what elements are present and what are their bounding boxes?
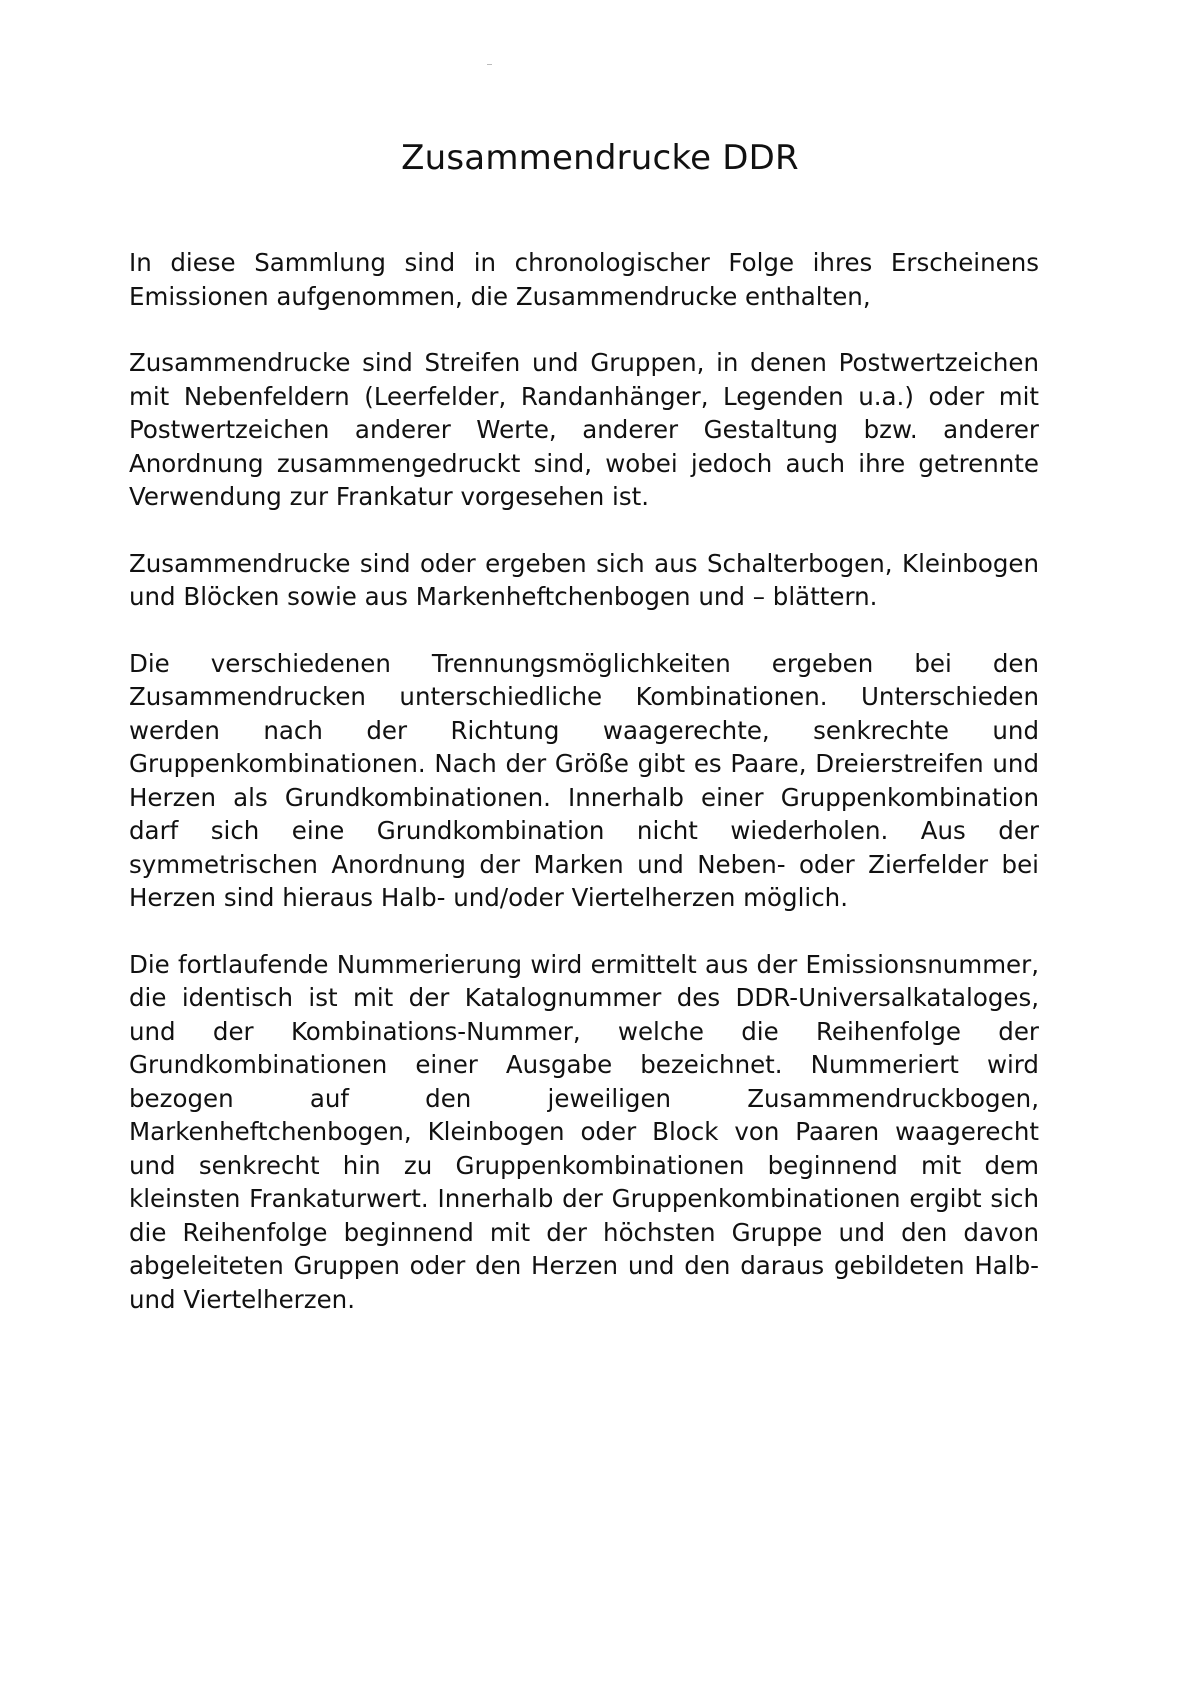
paragraph-definition: Zusammendrucke sind Streifen und Gruppen, in denen Postwertzeichen mit Nebenfeldern (Leerfelder, Randanhänger, Legenden u.a.) oder mit Postwertzeichen anderer Werte, anderer Gestaltung bzw. anderer Anordnung zusammengedruckt sind, wobei jedoch auch ihre getrennte Verwendung zur Frankatur vorgesehen ist. [129, 348, 1039, 511]
paragraph-intro: In diese Sammlung sind in chronologischer Folge ihres Erscheinens Emissionen aufgenommen, die Zusammendrucke enthalten, [129, 248, 1039, 311]
page-title: Zusammendrucke DDR [401, 138, 799, 178]
paragraph-combinations: Die verschiedenen Trennungsmöglichkeiten ergeben bei den Zusammendrucken unterschiedliche Kombinationen. Unterschieden werden nach der Richtung waagerechte, senkrechte und Gruppenkombinationen. Nach der Größe gibt es Paare, Dreierstreifen und Herzen als Grundkombinationen. Innerhalb einer Gruppenkombination darf sich eine Grundkombination nicht wiederholen. Aus der symmetrischen Anordnung der Marken und Neben- oder Zierfelder bei Herzen sind hieraus Halb- und/oder Viertelherzen möglich. [129, 648, 1039, 912]
body-text [129, 246, 1039, 1316]
scan-speck [487, 64, 492, 65]
paragraph-numbering: Die fortlaufende Nummerierung wird ermittelt aus der Emissionsnummer, die identisch ist mit der Katalognummer des DDR-Universalkataloges, und der Kombinations-Nummer, welche die Reihenfolge der Grundkombinationen einer Ausgabe bezeichnet. Nummeriert wird bezogen auf den jeweiligen Zusammendruckbogen, Markenheftchenbogen, Kleinbogen oder Block von Paaren waagerecht und senkrecht hin zu Gruppenkombinationen beginnend mit dem kleinsten Frankaturwert. Innerhalb der Gruppenkombinationen ergibt sich die Reihenfolge beginnend mit der höchsten Gruppe und den davon abgeleiteten Gruppen oder den Herzen und den daraus gebildeten Halb- und Viertelherzen. [129, 949, 1039, 1314]
paragraph-sources: Zusammendrucke sind oder ergeben sich aus Schalterbogen, Kleinbogen und Blöcken sowie aus Markenheftchenbogen und – blättern. [129, 548, 1039, 611]
